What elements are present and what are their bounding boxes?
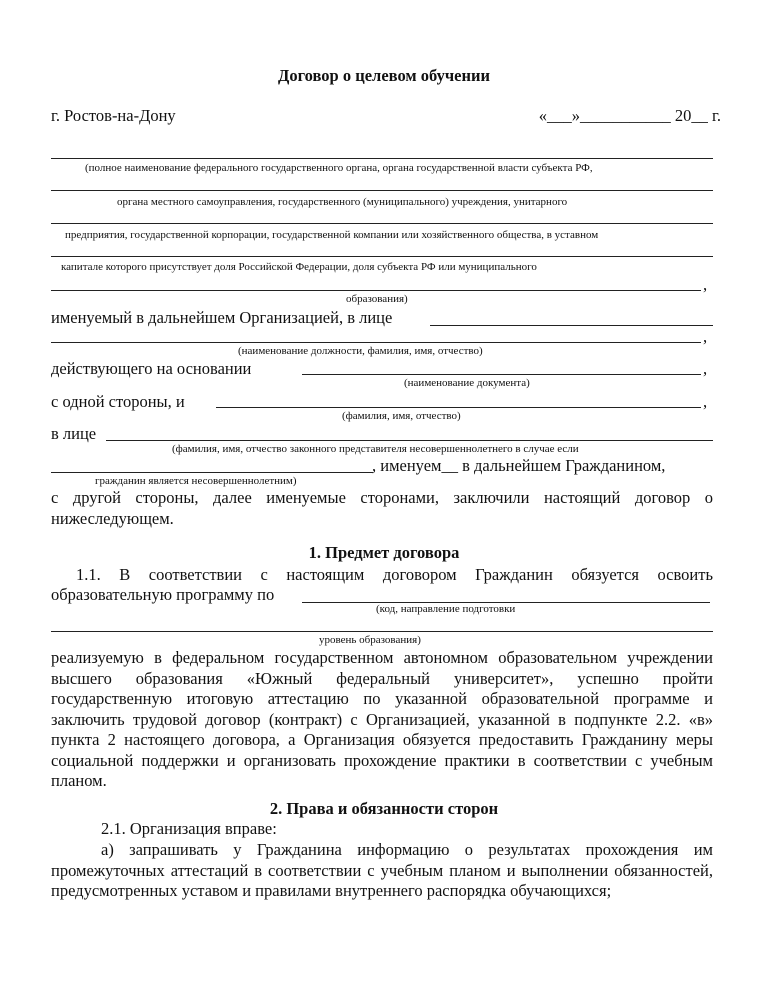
paragraph-2-1: 2.1. Организация вправе: — [101, 819, 277, 838]
legal-rep-hint-1: (фамилия, имя, отчество законного представителя несовершеннолетнего в случае если — [172, 443, 579, 455]
fio-hint: (фамилия, имя, отчество) — [342, 410, 461, 422]
section-2-title: 2. Права и обязанности сторон — [269, 799, 499, 818]
org-hint-3: предприятия, государственной корпорации, государственной компании или хозяйственного общества, в уставном — [65, 229, 599, 241]
org-name-line-2 — [51, 190, 713, 191]
document-title: Договор о целевом обучении — [277, 66, 491, 85]
org-hint-4: капитале которого присутствует доля Российской Федерации, доля субъекта РФ или муниципального — [61, 261, 537, 273]
education-level-line — [51, 631, 713, 632]
org-hint-5: образования) — [346, 293, 408, 305]
paragraph-1-1-body: реализуемую в федеральном государственном автономном образовательном учреждении высшего образования «Южный федеральный университет», успешно пройти государственную итоговую аттестацию по указанной образовательной программе и заключить трудовой договор (контракт) с Организацией, указанной в подпункте 2.2. «в» пункта 2 настоящего договора, а Организация обязуется предоставить Гражданину меры социальной поддержки и организовать прохождение практики в соответствии с учебным планом. — [51, 648, 713, 790]
org-name-line-3 — [51, 223, 713, 224]
org-name-line-4 — [51, 256, 713, 257]
representative-line-1 — [430, 325, 713, 326]
one-side-label: с одной стороны, и — [51, 392, 185, 411]
org-hint-2: органа местного самоуправления, государственного (муниципального) учреждения, унитарного — [117, 196, 568, 208]
comma-1: , — [703, 275, 708, 294]
org-name-line-1 — [51, 158, 713, 159]
named-organization: именуемый в дальнейшем Организацией, в лице — [51, 308, 393, 327]
section-1-title: 1. Предмет договора — [308, 543, 460, 562]
contract-date: «___»___________ 20__ г. — [538, 106, 721, 125]
paragraph-1-1-start: 1.1. В соответствии с настоящим договором Гражданин обязуется освоить — [76, 565, 713, 584]
legal-rep-line-2 — [51, 472, 373, 473]
legal-rep-line-1 — [106, 440, 713, 441]
in-person-label: в лице — [51, 424, 97, 443]
program-label: образовательную программу по — [51, 585, 275, 604]
position-hint: (наименование должности, фамилия, имя, отчество) — [238, 345, 483, 357]
citizen-name-line — [216, 407, 701, 408]
representative-line-2 — [51, 342, 701, 343]
paragraph-2-1-a: а) запрашивать у Гражданина информацию о результатах прохождения им промежуточных аттестаций в соответствии с учебным планом и выполнении обязанностей, предусмотренных уставом и правилами внутреннего распорядка обучающихся; — [51, 840, 713, 900]
acting-basis-label: действующего на основании — [51, 359, 252, 378]
legal-rep-hint-2: гражданин является несовершеннолетним) — [95, 475, 297, 487]
org-name-line-5 — [51, 290, 701, 291]
other-side-paragraph: с другой стороны, далее именуемые сторонами, заключили настоящий договор о нижеследующем. — [51, 488, 713, 528]
city: г. Ростов-на-Дону — [51, 106, 176, 125]
org-hint-1: (полное наименование федерального государственного органа, органа государственной власти субъекта РФ, — [85, 162, 593, 174]
education-level-hint: уровень образования) — [319, 634, 421, 646]
named-citizen: , именуем__ в дальнейшем Гражданином, — [372, 456, 666, 475]
document-hint: (наименование документа) — [404, 377, 530, 389]
comma-4: , — [703, 392, 708, 411]
comma-2: , — [703, 327, 708, 346]
basis-document-line — [302, 374, 701, 375]
comma-3: , — [703, 359, 708, 378]
program-code-hint: (код, направление подготовки — [376, 603, 516, 615]
